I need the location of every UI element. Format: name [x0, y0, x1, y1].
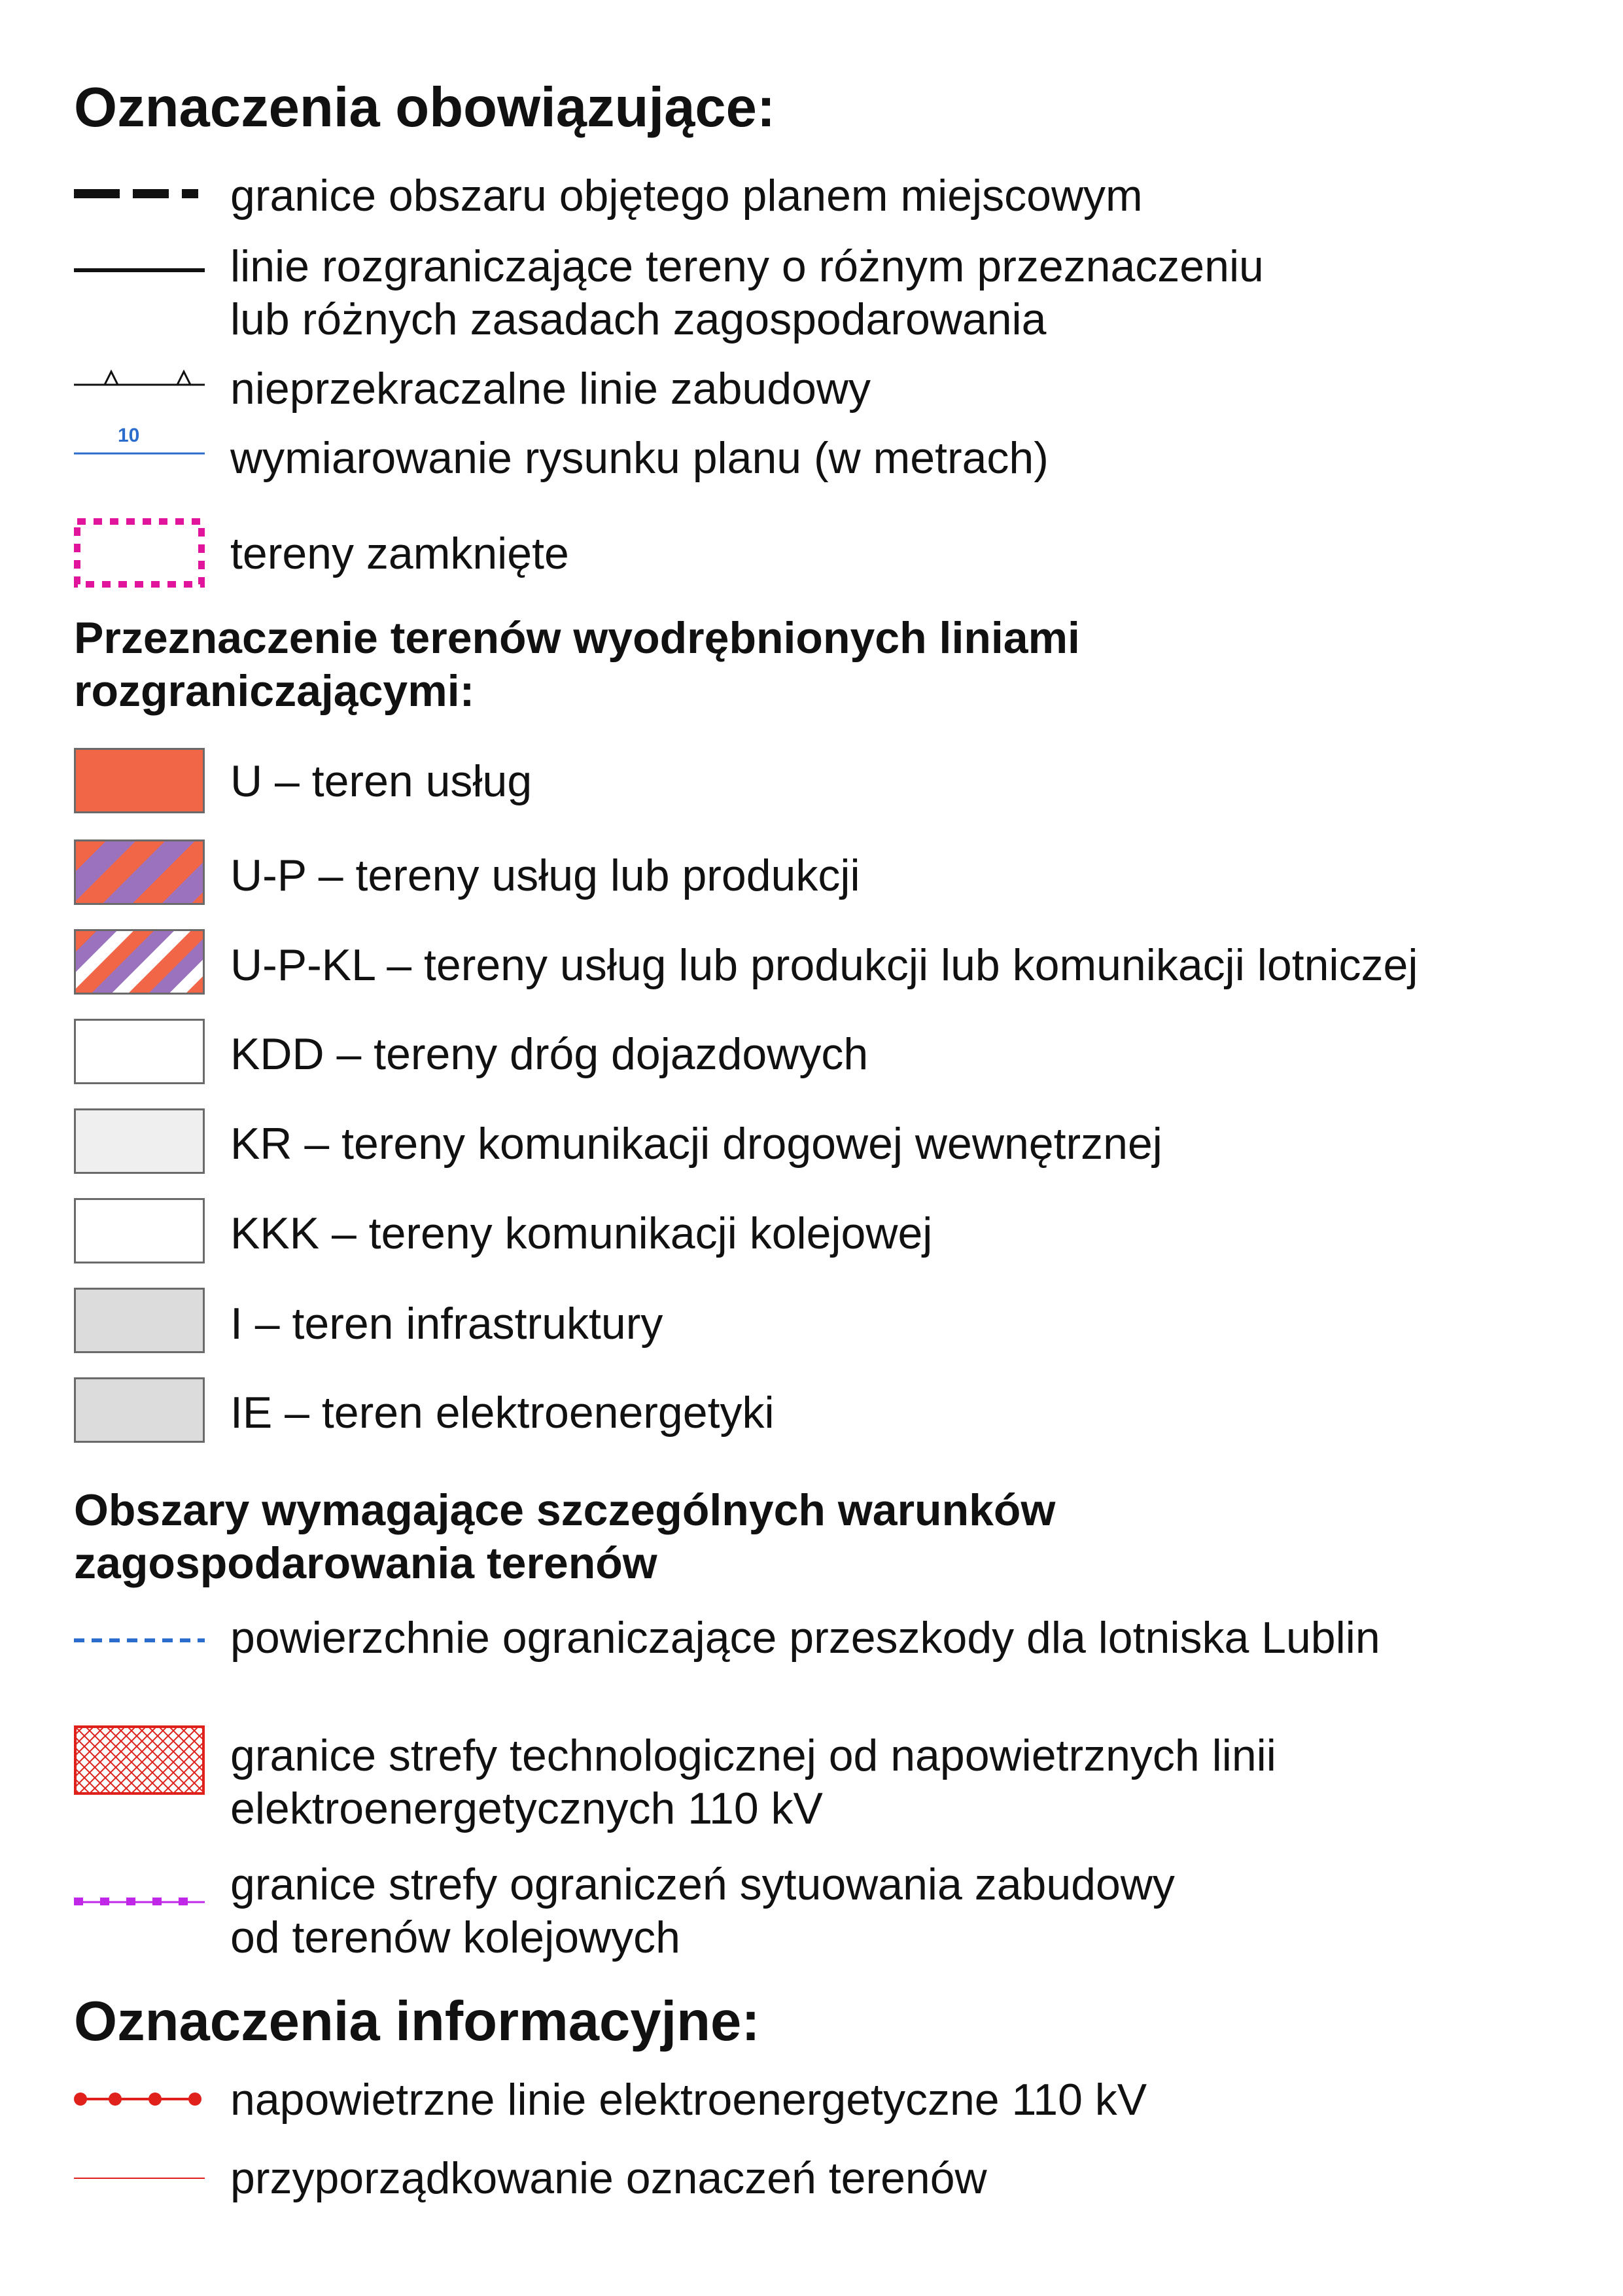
legend-label-i: I – teren infrastruktury	[230, 1299, 663, 1349]
legend-label-u-p: U-P – tereny usług lub produkcji	[230, 851, 860, 900]
swatch-u-icon	[74, 748, 205, 813]
legend-label-railway-zone-1: granice strefy ograniczeń sytuowania zabudowy	[230, 1860, 1175, 1909]
solid-line-icon	[74, 266, 205, 274]
dimension-value: 10	[118, 425, 140, 446]
swatch-kr-icon	[74, 1108, 205, 1174]
legend-label-dividing-lines-1: linie rozgraniczające tereny o różnym przeznaczeniu	[230, 241, 1264, 291]
swatch-ie-icon	[74, 1377, 205, 1443]
heading-purpose-2: rozgraniczającymi:	[74, 666, 475, 716]
legend-label-railway-zone-2: od terenów kolejowych	[230, 1913, 680, 1962]
legend-label-assignment: przyporządkowanie oznaczeń terenów	[230, 2153, 987, 2203]
legend-label-technology-zone-2: elektroenergetycznych 110 kV	[230, 1784, 823, 1833]
legend-label-u: U – teren usług	[230, 756, 532, 806]
swatch-kkk-icon	[74, 1198, 205, 1263]
heading-informational: Oznaczenia informacyjne:	[74, 1990, 760, 2053]
blue-dashed-line-icon	[74, 1637, 205, 1644]
legend-label-kdd: KDD – tereny dróg dojazdowych	[230, 1029, 869, 1079]
heading-areas-1: Obszary wymagające szczególnych warunków	[74, 1485, 1056, 1535]
swatch-u-p-icon	[74, 839, 205, 905]
building-line-triangles-icon	[74, 366, 205, 389]
legend-label-dividing-lines-2: lub różnych zasadach zagospodarowania	[230, 294, 1047, 344]
thin-red-line-icon	[74, 2176, 205, 2180]
heading-areas-2: zagospodarowania terenów	[74, 1538, 657, 1588]
swatch-kdd-icon	[74, 1019, 205, 1084]
closed-area-icon	[74, 518, 205, 588]
heading-purpose-1: Przeznaczenie terenów wyodrębnionych liniami	[74, 613, 1080, 663]
heading-binding: Oznaczenia obowiązujące:	[74, 77, 776, 139]
legend-label-power-lines: napowietrzne linie elektroenergetyczne 110 kV	[230, 2075, 1147, 2125]
swatch-i-icon	[74, 1288, 205, 1353]
swatch-u-p-kl-icon	[74, 929, 205, 995]
legend-label-ie: IE – teren elektroenergetyki	[230, 1388, 775, 1438]
legend-label-technology-zone-1: granice strefy technologicznej od napowietrznych linii	[230, 1731, 1276, 1780]
legend-label-kkk: KKK – tereny komunikacji kolejowej	[230, 1209, 933, 1258]
legend-label-kr: KR – tereny komunikacji drogowej wewnętrznej	[230, 1119, 1162, 1169]
legend-label-building-lines: nieprzekraczalne linie zabudowy	[230, 364, 871, 414]
legend-label-closed-areas: tereny zamknięte	[230, 529, 569, 578]
legend-label-dimensioning: wymiarowanie rysunku planu (w metrach)	[230, 433, 1049, 483]
legend-label-airport-surfaces: powierzchnie ograniczające przeszkody dla lotniska Lublin	[230, 1613, 1380, 1663]
red-dotted-line-icon	[74, 2091, 205, 2107]
purple-dotted-line-icon	[74, 1895, 205, 1905]
crosshatch-box-icon	[74, 1725, 205, 1795]
thick-dashed-line-icon	[74, 187, 205, 200]
legend-label-plan-boundary: granice obszaru objętego planem miejscowym	[230, 171, 1143, 221]
legend-label-u-p-kl: U-P-KL – tereny usług lub produkcji lub komunikacji lotniczej	[230, 940, 1418, 990]
